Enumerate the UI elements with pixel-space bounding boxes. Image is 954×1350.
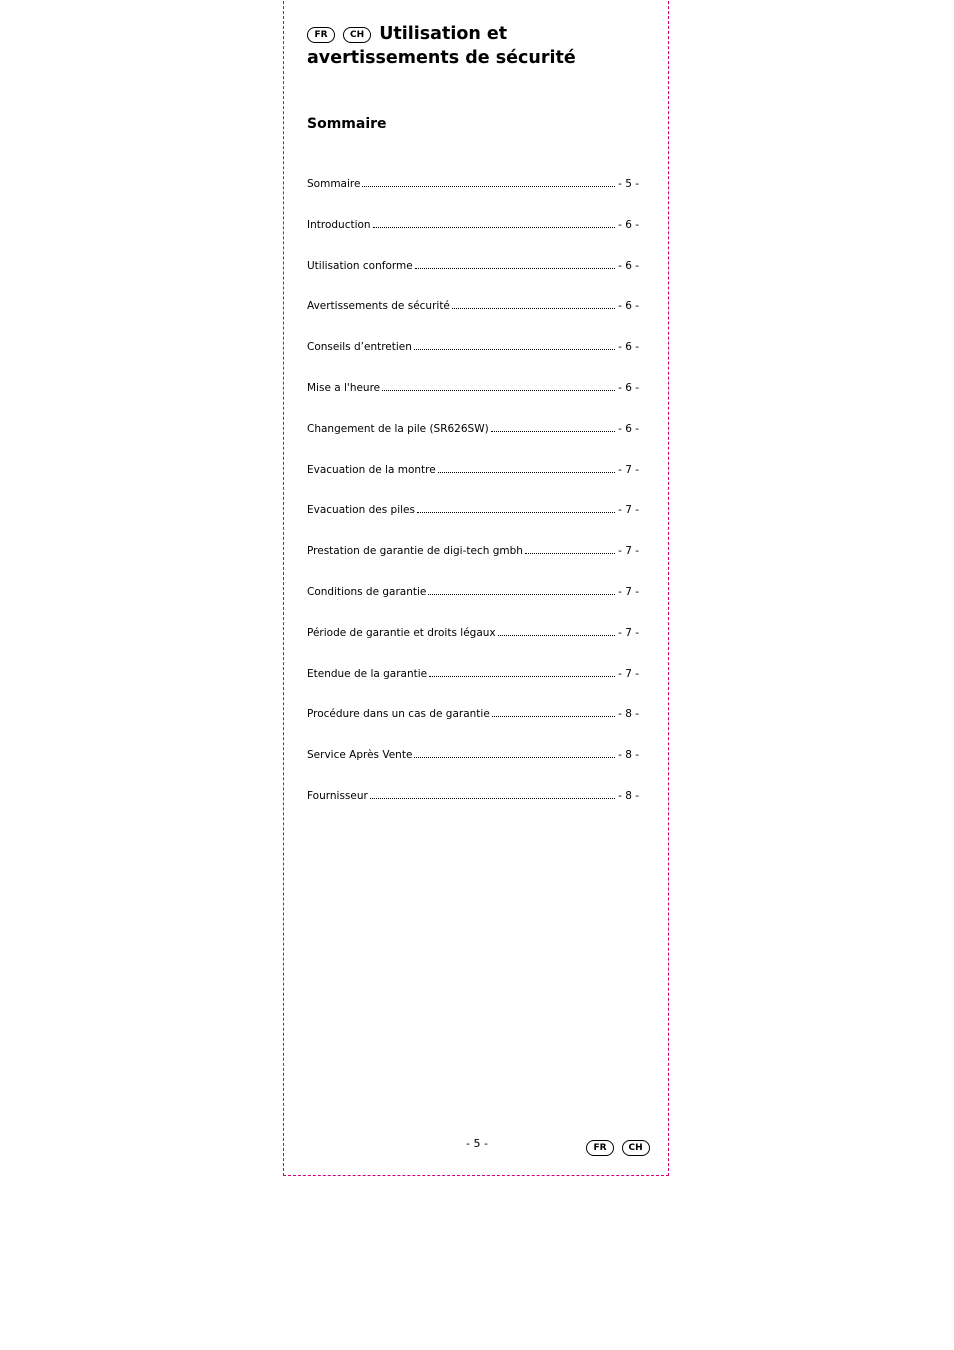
toc-entry-label: Avertissements de sécurité (307, 300, 450, 313)
toc-leader-dots (428, 585, 615, 595)
toc-leader-dots (414, 748, 615, 758)
toc-entry-label: Conditions de garantie (307, 585, 427, 598)
section-title: Sommaire (307, 116, 387, 132)
toc-entry[interactable] (307, 421, 639, 462)
ch-language-badge: CH (622, 1140, 650, 1156)
toc-entry-page: - 5 - (618, 178, 639, 190)
fr-language-badge: FR (586, 1140, 614, 1156)
toc-entry-page: - 6 - (618, 300, 639, 313)
toc-entry[interactable] (307, 380, 639, 421)
toc-leader-dots (414, 340, 615, 350)
toc-entry-label: Evacuation des piles (307, 504, 415, 517)
toc-leader-dots (438, 463, 615, 473)
toc-entry-label: Etendue de la garantie (307, 667, 428, 680)
toc-entry[interactable] (307, 217, 639, 258)
toc-entry-label: Service Après Vente (307, 749, 413, 762)
page-title: Utilisation et avertissements de sécurité (307, 24, 576, 68)
toc-leader-dots (525, 544, 615, 554)
toc-entry-page: - 8 - (618, 749, 639, 762)
toc-entry-label: Introduction (307, 218, 371, 231)
toc-entry[interactable] (307, 625, 639, 666)
toc-entry-page: - 8 - (618, 708, 639, 721)
toc-entry-label: Procédure dans un cas de garantie (307, 708, 490, 721)
toc-entry[interactable] (307, 788, 639, 829)
page-header (307, 22, 647, 70)
toc-leader-dots (429, 667, 615, 677)
toc-entry-page: - 6 - (618, 422, 639, 435)
toc-leader-dots (492, 707, 615, 717)
toc-entry[interactable] (307, 339, 639, 380)
toc-entry[interactable] (307, 543, 639, 584)
toc-entry-page: - 7 - (618, 585, 639, 598)
toc-entry-page: - 6 - (618, 259, 639, 272)
toc-leader-dots (498, 626, 615, 636)
toc-leader-dots (452, 299, 615, 309)
toc-entry[interactable] (307, 666, 639, 707)
toc-entry-label: Mise a l'heure (307, 381, 381, 394)
toc-entry-page: - 6 - (618, 381, 639, 394)
toc-entry-page: - 7 - (618, 463, 639, 476)
toc-entry[interactable] (307, 176, 639, 217)
toc-leader-dots (415, 259, 615, 269)
toc-entry-page: - 6 - (618, 218, 639, 231)
toc-entry-page: - 7 - (618, 667, 639, 680)
toc-entry-page: - 7 - (618, 545, 639, 558)
fr-language-badge: FR (307, 27, 335, 43)
toc-entry[interactable] (307, 298, 639, 339)
toc-entry[interactable] (307, 502, 639, 543)
toc-leader-dots (382, 381, 615, 391)
toc-entry-label: Utilisation conforme (307, 259, 413, 272)
toc-entry-page: - 7 - (618, 504, 639, 517)
table-of-contents (307, 176, 639, 829)
toc-entry-label: Evacuation de la montre (307, 463, 436, 476)
toc-entry-page: - 7 - (618, 626, 639, 639)
toc-entry[interactable] (307, 258, 639, 299)
toc-entry[interactable] (307, 462, 639, 503)
toc-entry-label: Sommaire (307, 178, 361, 190)
toc-entry-label: Conseils d’entretien (307, 341, 412, 354)
toc-leader-dots (417, 503, 615, 513)
toc-entry-label: Période de garantie et droits légaux (307, 626, 496, 639)
toc-entry-page: - 8 - (618, 789, 639, 802)
toc-entry-label: Fournisseur (307, 789, 368, 802)
footer-language-badges (586, 1137, 652, 1156)
toc-leader-dots (370, 789, 615, 799)
toc-entry-label: Prestation de garantie de digi-tech gmbh (307, 545, 523, 558)
toc-leader-dots (373, 218, 615, 228)
ch-language-badge: CH (343, 27, 371, 43)
toc-leader-dots (362, 177, 615, 187)
toc-entry[interactable] (307, 747, 639, 788)
footer-page-number: - 5 - (466, 1137, 488, 1150)
toc-entry-label: Changement de la pile (SR626SW) (307, 422, 489, 435)
toc-entry[interactable] (307, 706, 639, 747)
toc-entry[interactable] (307, 584, 639, 625)
toc-leader-dots (491, 422, 615, 432)
toc-entry-page: - 6 - (618, 341, 639, 354)
